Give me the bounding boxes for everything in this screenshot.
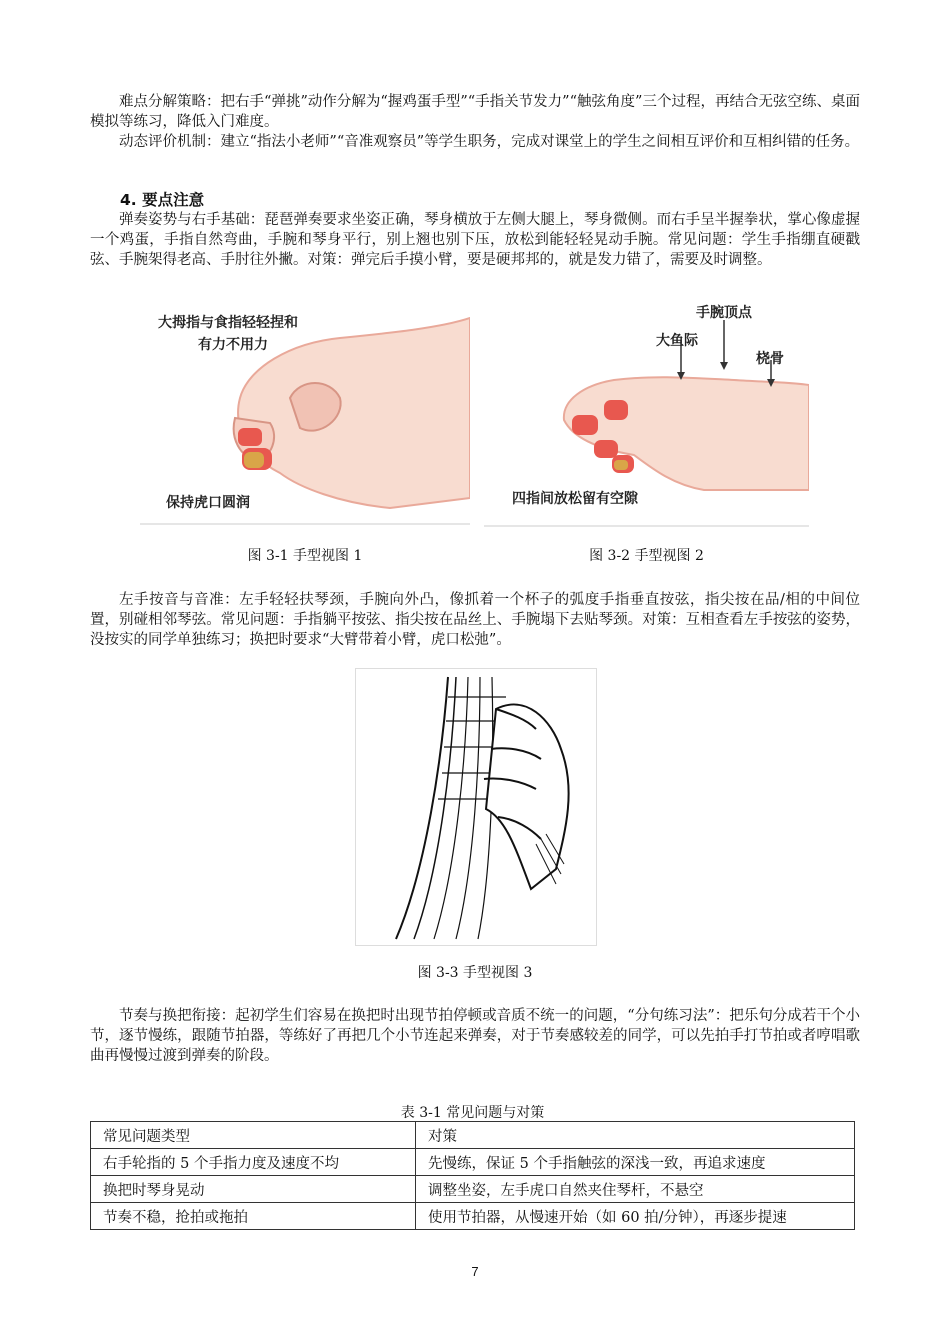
figure-hand-view-2 <box>484 290 809 528</box>
label-thenar: 大鱼际 <box>656 333 698 349</box>
issues-table <box>90 1121 855 1230</box>
fretboard-hand-illustration <box>356 669 596 945</box>
label-round-tiger-mouth: 保持虎口圆润 <box>166 495 250 511</box>
label-strength: 有力不用力 <box>198 337 268 353</box>
label-radius: 桡骨 <box>756 351 784 367</box>
label-wrist-apex: 手腕顶点 <box>696 305 752 321</box>
table-cell: 换把时琴身晃动 <box>91 1176 416 1203</box>
paragraph-difficulty-strategy: 难点分解策略：把右手“弹挑”动作分解为“握鸡蛋手型”“手指关节发力”“触弦角度”三个过程，再结合无弦空练、桌面模拟等练习，降低入门难度。 <box>90 94 860 130</box>
table-header-row <box>91 1122 855 1149</box>
figure-hand-view-1 <box>140 298 470 526</box>
table-cell: 节奏不稳，抢拍或拖拍 <box>91 1203 416 1230</box>
table-row <box>91 1176 855 1203</box>
paragraph-right-hand-basics: 弹奏姿势与右手基础：琵琶弹奏要求坐姿正确，琴身横放于左侧大腿上，琴身微侧。而右手呈半握拳状，掌心像虚握一个鸡蛋，手指自然弯曲，手腕和琴身平行，别上翘也别下压，放松到能轻轻晃动手腕。常见问题：学生手指绷直硬戳弦、手腕架得老高、手肘往外撇。对策：弹完后手摸小臂，要是硬邦邦的，就是发力错了，需要及时调整。 <box>90 212 860 268</box>
figure-hand-view-3 <box>355 668 597 946</box>
table-caption: 表 3-1 常见问题与对策 <box>400 1105 545 1121</box>
figure-caption-3: 图 3-3 手型视图 3 <box>417 965 533 981</box>
table-row <box>91 1203 855 1230</box>
table-cell: 调整坐姿，左手虎口自然夹住琴杆，不悬空 <box>416 1176 855 1203</box>
figure-caption-2: 图 3-2 手型视图 2 <box>589 548 704 564</box>
table-row <box>91 1149 855 1176</box>
table-cell: 使用节拍器，从慢速开始（如 60 拍/分钟），再逐步提速 <box>416 1203 855 1230</box>
paragraph-dynamic-evaluation: 动态评价机制：建立“指法小老师”“音准观察员”等学生职务，完成对课堂上的学生之间相互评价和互相纠错的任务。 <box>119 134 860 150</box>
table-cell: 右手轮指的 5 个手指力度及速度不均 <box>91 1149 416 1176</box>
paragraph-left-hand: 左手按音与音准：左手轻轻扶琴颈，手腕向外凸，像抓着一个杯子的弧度手指垂直按弦，指尖按在品/相的中间位置，别碰相邻琴弦。常见问题：手指躺平按弦、指尖按在品丝上、手腕塌下去贴琴颈。对策：互相查看左手按弦的姿势，没按实的同学单独练习；换把时要求“大臂带着小臂，虎口松弛”。 <box>90 592 860 648</box>
table-header-cell: 常见问题类型 <box>91 1122 416 1149</box>
table-header-cell: 对策 <box>416 1122 855 1149</box>
figure-caption-1: 图 3-1 手型视图 1 <box>247 548 363 564</box>
paragraph-rhythm-shifting: 节奏与换把衔接：起初学生们容易在换把时出现节拍停顿或音质不统一的问题，“分句练习法”：把乐句分成若干个小节，逐节慢练，跟随节拍器，等练好了再把几个小节连起来弹奏，对于节奏感较差的同学，可以先拍手打节拍或者哼唱歌曲再慢慢过渡到弹奏的阶段。 <box>90 1008 860 1064</box>
page-number: 7 <box>471 1264 479 1279</box>
label-relaxed-fingers: 四指间放松留有空隙 <box>512 491 638 507</box>
table-cell: 先慢练，保证 5 个手指触弦的深浅一致，再追求速度 <box>416 1149 855 1176</box>
label-thumb-index-pinch: 大拇指与食指轻轻捏和 <box>158 315 298 331</box>
section-heading: 4. 要点注意 <box>120 191 205 209</box>
